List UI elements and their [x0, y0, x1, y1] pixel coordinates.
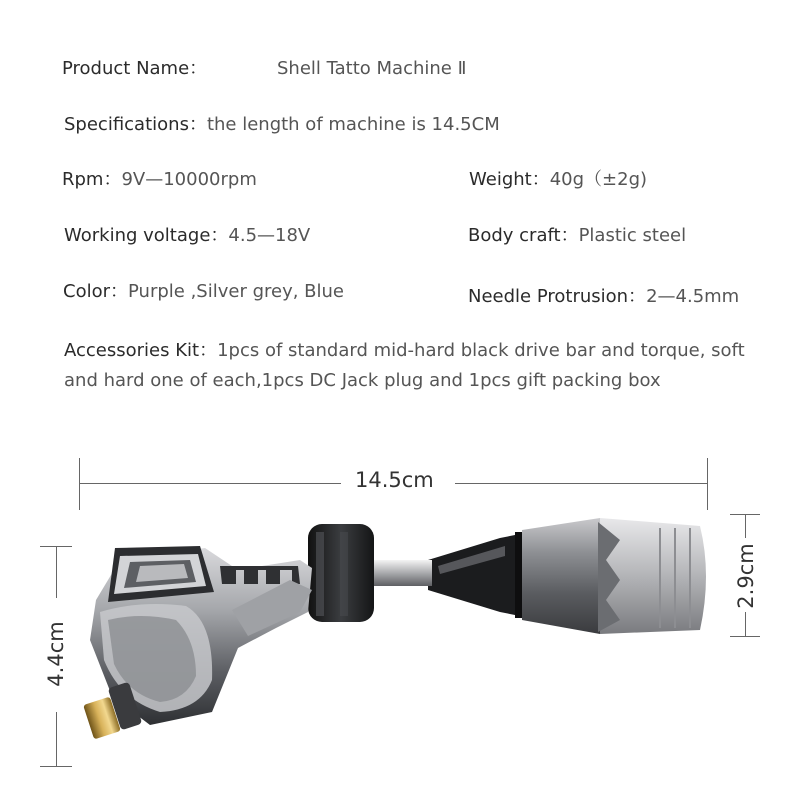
color-value: Purple ,Silver grey, Blue	[128, 281, 344, 302]
needle-protrusion-value: 2—4.5mm	[646, 286, 740, 307]
specifications-label: Specifications：	[64, 114, 207, 135]
color-label: Color：	[63, 281, 128, 302]
weight-value: 40g（±2g)	[549, 169, 648, 190]
accessories-label: Accessories Kit：	[64, 340, 218, 361]
product-name-label: Product Name：	[62, 58, 208, 79]
working-voltage-label: Working voltage：	[64, 225, 229, 246]
body-craft-label: Body craft：	[468, 225, 579, 246]
length-label: 14.5cm	[355, 468, 434, 492]
height-label: 4.4cm	[44, 621, 68, 687]
stroke-knob	[308, 524, 374, 622]
drive-rod	[372, 560, 432, 586]
rpm-label: Rpm：	[62, 169, 122, 190]
accessories-value: 1pcs of standard mid-hard black drive bar and torque, soft and hard one of each,1pcs DC Jack plug and 1pcs gift packing box	[64, 340, 745, 391]
rpm-value: 9V—10000rpm	[121, 169, 257, 190]
specifications-value: the length of machine is 14.5CM	[206, 114, 500, 135]
working-voltage-value: 4.5—18V	[228, 225, 311, 246]
grip-assembly	[428, 518, 706, 634]
grip-label: 2.9cm	[734, 543, 758, 609]
weight-label: Weight：	[469, 169, 550, 190]
body-craft-value: Plastic steel	[578, 225, 687, 246]
product-name-value: Shell Tatto Machine Ⅱ	[277, 58, 467, 79]
needle-protrusion-label: Needle Protrusion：	[468, 286, 647, 307]
